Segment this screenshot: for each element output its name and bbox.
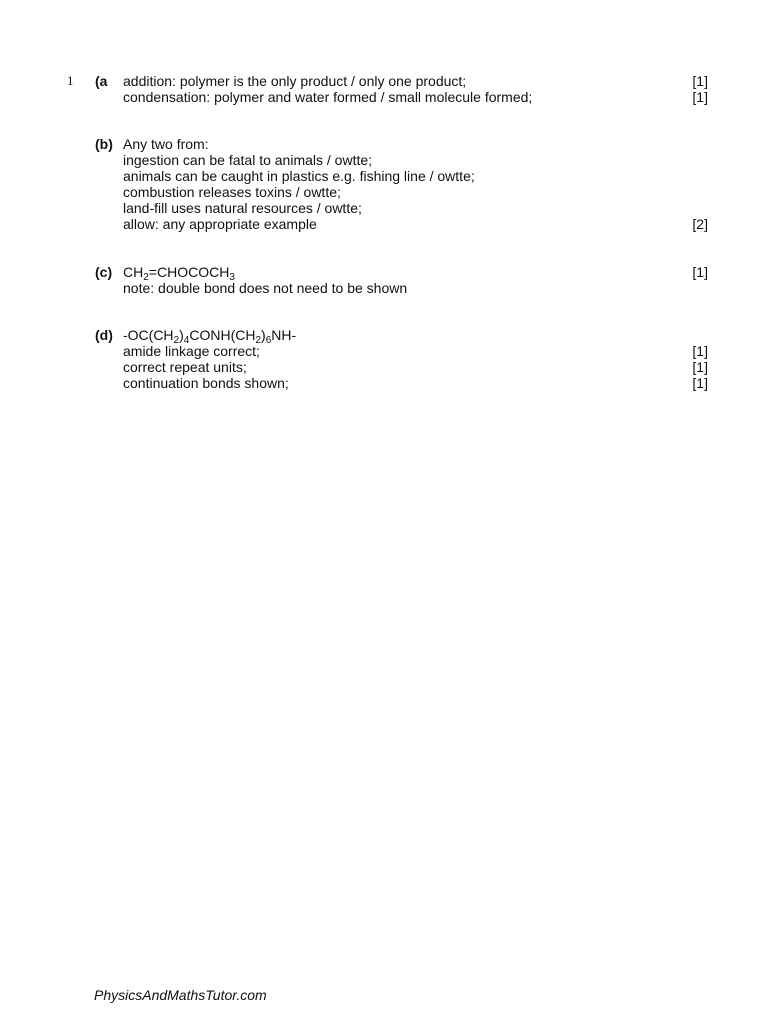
part-b-line-3: animals can be caught in plastics e.g. fishing line / owtte; — [123, 168, 475, 184]
part-c-note: note: double bond does not need to be shown — [123, 280, 408, 296]
part-c-formula: $CH_2=CHOCOCH_3$ — [123, 264, 235, 283]
part-d-mark-2: [1] — [692, 359, 708, 375]
part-b-line-2: ingestion can be fatal to animals / owtte; — [123, 152, 373, 168]
part-b-line-4: combustion releases toxins / owtte; — [123, 184, 341, 200]
part-d-line-2: correct repeat units; — [123, 359, 247, 375]
part-a-mark-2: [1] — [692, 89, 708, 105]
part-a-mark-1: [1] — [692, 73, 708, 89]
part-b-mark: [2] — [692, 216, 708, 232]
part-d-mark-3: [1] — [692, 375, 708, 391]
part-c-label: (c) — [95, 264, 113, 280]
part-a-label: (a — [95, 73, 108, 89]
part-b-label: (b) — [95, 136, 113, 152]
footer-site-name: PhysicsAndMathsTutor.com — [94, 987, 267, 1003]
question-number: 1 — [67, 73, 74, 88]
part-d-label: (d) — [95, 327, 113, 343]
part-b-line-6: allow: any appropriate example — [123, 216, 317, 232]
part-d-line-3: continuation bonds shown; — [123, 375, 289, 391]
part-b-line-1: Any two from: — [123, 136, 209, 152]
part-d-formula: $-OC(CH_2)_4CONH(CH_2)_6NH-$ — [123, 327, 297, 346]
part-a-line-1: addition: polymer is the only product / only one product; — [123, 73, 467, 89]
part-d-mark-1: [1] — [692, 343, 708, 359]
part-a-line-2: condensation: polymer and water formed / small molecule formed; — [123, 89, 533, 105]
part-d-line-1: amide linkage correct; — [123, 343, 260, 359]
part-c-mark: [1] — [692, 264, 708, 280]
part-b-line-5: land-fill uses natural resources / owtte; — [123, 200, 362, 216]
